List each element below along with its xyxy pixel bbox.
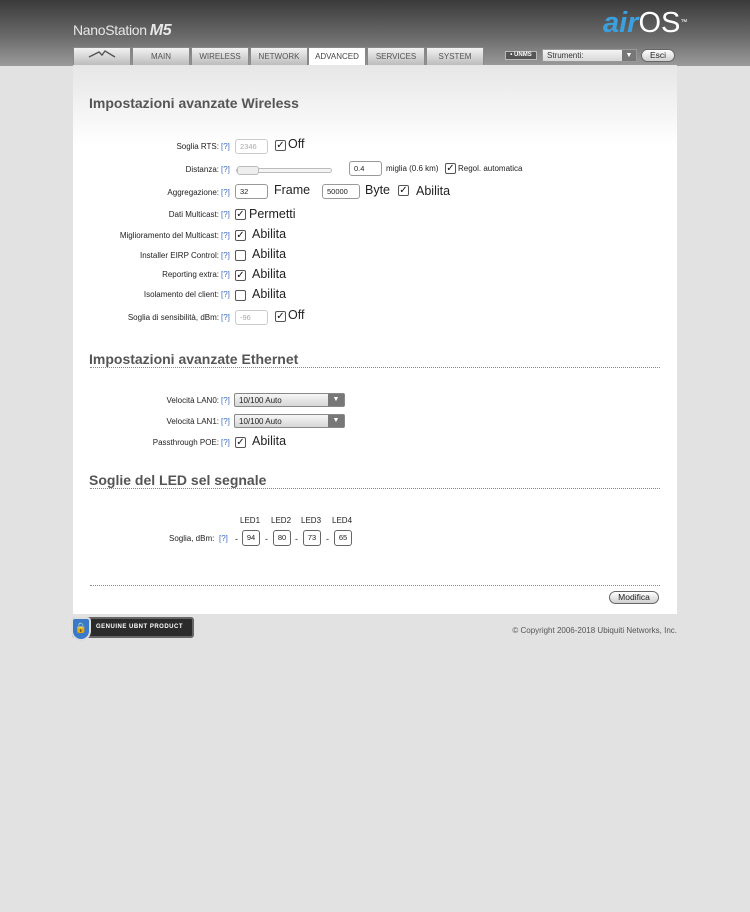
aggregation-checkbox[interactable]: ✓ xyxy=(399,185,408,196)
minus-sign: - xyxy=(235,534,238,544)
rts-input[interactable]: 2346 xyxy=(235,139,268,154)
sensitivity-off-label: Off xyxy=(288,308,305,322)
isolation-enable-label: Abilita xyxy=(252,287,287,301)
sensitivity-label: Soglia di sensibilità, dBm: xyxy=(127,313,219,322)
rts-label: Soglia RTS: xyxy=(176,142,219,151)
section-title-led: Soglie del LED sel segnale xyxy=(89,472,267,488)
slider-handle[interactable] xyxy=(237,166,259,175)
aggregation-enable-label: Abilita xyxy=(416,184,451,198)
copyright-text: © Copyright 2006-2018 Ubiquiti Networks, Inc. xyxy=(512,626,677,635)
tab-wireless[interactable]: WIRELESS xyxy=(191,47,249,65)
auto-adjust-checkbox[interactable]: ✓ xyxy=(446,163,455,174)
divider xyxy=(90,488,660,489)
tab-system[interactable]: SYSTEM xyxy=(426,47,484,65)
bytes-unit: Byte xyxy=(365,183,391,197)
product-name: NanoStation M5 xyxy=(73,22,172,39)
led2-input[interactable]: 80 xyxy=(273,530,291,546)
distance-label: Distanza: xyxy=(185,165,219,174)
reporting-checkbox[interactable]: ✓ xyxy=(236,270,245,281)
help-link[interactable]: [?] xyxy=(221,396,230,405)
genuine-product-badge: 🔒 GENUINE UBNT PRODUCT xyxy=(72,617,194,638)
eirp-label: Installer EIRP Control: xyxy=(140,251,219,260)
distance-input[interactable]: 0.4 xyxy=(349,161,382,176)
eirp-checkbox[interactable] xyxy=(235,250,246,261)
led4-input[interactable]: 65 xyxy=(334,530,352,546)
minus-sign: - xyxy=(295,534,298,544)
tab-network[interactable]: NETWORK xyxy=(250,47,308,65)
help-link[interactable]: [?] xyxy=(221,210,230,219)
apply-button[interactable]: Modifica xyxy=(609,591,659,604)
help-link[interactable]: [?] xyxy=(221,142,230,151)
lan1-speed-select[interactable]: 10/100 Auto ▼ xyxy=(234,414,345,428)
help-link[interactable]: [?] xyxy=(221,313,230,322)
led-threshold-label: Soglia, dBm: xyxy=(169,534,215,543)
sensitivity-input[interactable]: -96 xyxy=(235,310,268,325)
distance-unit: miglia (0.6 km) xyxy=(386,164,439,173)
help-link[interactable]: [?] xyxy=(221,290,230,299)
led1-header: LED1 xyxy=(240,516,261,525)
led1-input[interactable]: 94 xyxy=(242,530,260,546)
isolation-checkbox[interactable] xyxy=(235,290,246,301)
help-link[interactable]: [?] xyxy=(221,231,230,240)
sensitivity-off-checkbox[interactable]: ✓ xyxy=(276,311,285,322)
poe-enable-label: Abilita xyxy=(252,434,287,448)
eirp-enable-label: Abilita xyxy=(252,247,287,261)
tools-select[interactable]: Strumenti: ▼ xyxy=(542,49,637,62)
aggregation-frames-input[interactable]: 32 xyxy=(235,184,268,199)
reporting-enable-label: Abilita xyxy=(252,267,287,281)
auto-adjust-label: Regol. automatica xyxy=(458,164,523,173)
ubnt-logo-icon xyxy=(87,49,117,59)
lan0-label: Velocità LAN0: xyxy=(166,396,219,405)
isolation-label: Isolamento del client: xyxy=(143,290,219,299)
help-link[interactable]: [?] xyxy=(219,534,228,543)
led3-input[interactable]: 73 xyxy=(303,530,321,546)
multicast-enhancement-checkbox[interactable]: ✓ xyxy=(236,230,245,241)
lan1-label: Velocità LAN1: xyxy=(166,417,219,426)
minus-sign: - xyxy=(265,534,268,544)
distance-slider[interactable] xyxy=(236,168,332,173)
poe-checkbox[interactable]: ✓ xyxy=(236,437,245,448)
logout-button[interactable]: Esci xyxy=(641,49,675,62)
aggregation-label: Aggregazione: xyxy=(167,188,219,197)
rts-off-checkbox[interactable]: ✓ xyxy=(276,140,285,151)
lan0-speed-select[interactable]: 10/100 Auto ▼ xyxy=(234,393,345,407)
minus-sign: - xyxy=(326,534,329,544)
help-link[interactable]: [?] xyxy=(221,188,230,197)
help-link[interactable]: [?] xyxy=(221,438,230,447)
divider xyxy=(90,367,660,368)
help-link[interactable]: [?] xyxy=(221,270,230,279)
chevron-down-icon: ▼ xyxy=(328,394,344,406)
rts-off-label: Off xyxy=(288,137,305,151)
tab-advanced[interactable]: ADVANCED xyxy=(308,47,366,66)
led2-header: LED2 xyxy=(271,516,292,525)
unms-badge[interactable]: • UNMS xyxy=(505,51,537,60)
help-link[interactable]: [?] xyxy=(221,417,230,426)
tab-ubnt[interactable] xyxy=(73,47,131,65)
reporting-label: Reporting extra: xyxy=(162,270,219,279)
tab-services[interactable]: SERVICES xyxy=(367,47,425,65)
help-link[interactable]: [?] xyxy=(221,251,230,260)
main-panel xyxy=(73,65,677,614)
section-title-wireless: Impostazioni avanzate Wireless xyxy=(89,95,299,111)
model-name: M5 xyxy=(149,22,172,39)
multicast-enhancement-label: Miglioramento del Multicast: xyxy=(119,231,219,240)
aggregation-bytes-input[interactable]: 50000 xyxy=(322,184,360,199)
help-link[interactable]: [?] xyxy=(221,165,230,174)
led4-header: LED4 xyxy=(332,516,353,525)
led3-header: LED3 xyxy=(301,516,322,525)
chevron-down-icon: ▼ xyxy=(328,415,344,427)
multicast-label: Dati Multicast: xyxy=(168,210,219,219)
multicast-checkbox[interactable]: ✓ xyxy=(236,209,245,220)
poe-label: Passthrough POE: xyxy=(152,438,219,447)
lock-shield-icon: 🔒 xyxy=(71,617,91,641)
chevron-down-icon: ▼ xyxy=(622,50,636,61)
multicast-enhancement-enable-label: Abilita xyxy=(252,227,287,241)
tab-main[interactable]: MAIN xyxy=(132,47,190,65)
header xyxy=(0,0,750,66)
section-title-ethernet: Impostazioni avanzate Ethernet xyxy=(89,351,299,367)
airos-logo: airOS™ xyxy=(603,7,688,39)
multicast-allow-label: Permetti xyxy=(249,207,296,221)
frames-unit: Frame xyxy=(274,183,311,197)
divider xyxy=(90,585,660,586)
